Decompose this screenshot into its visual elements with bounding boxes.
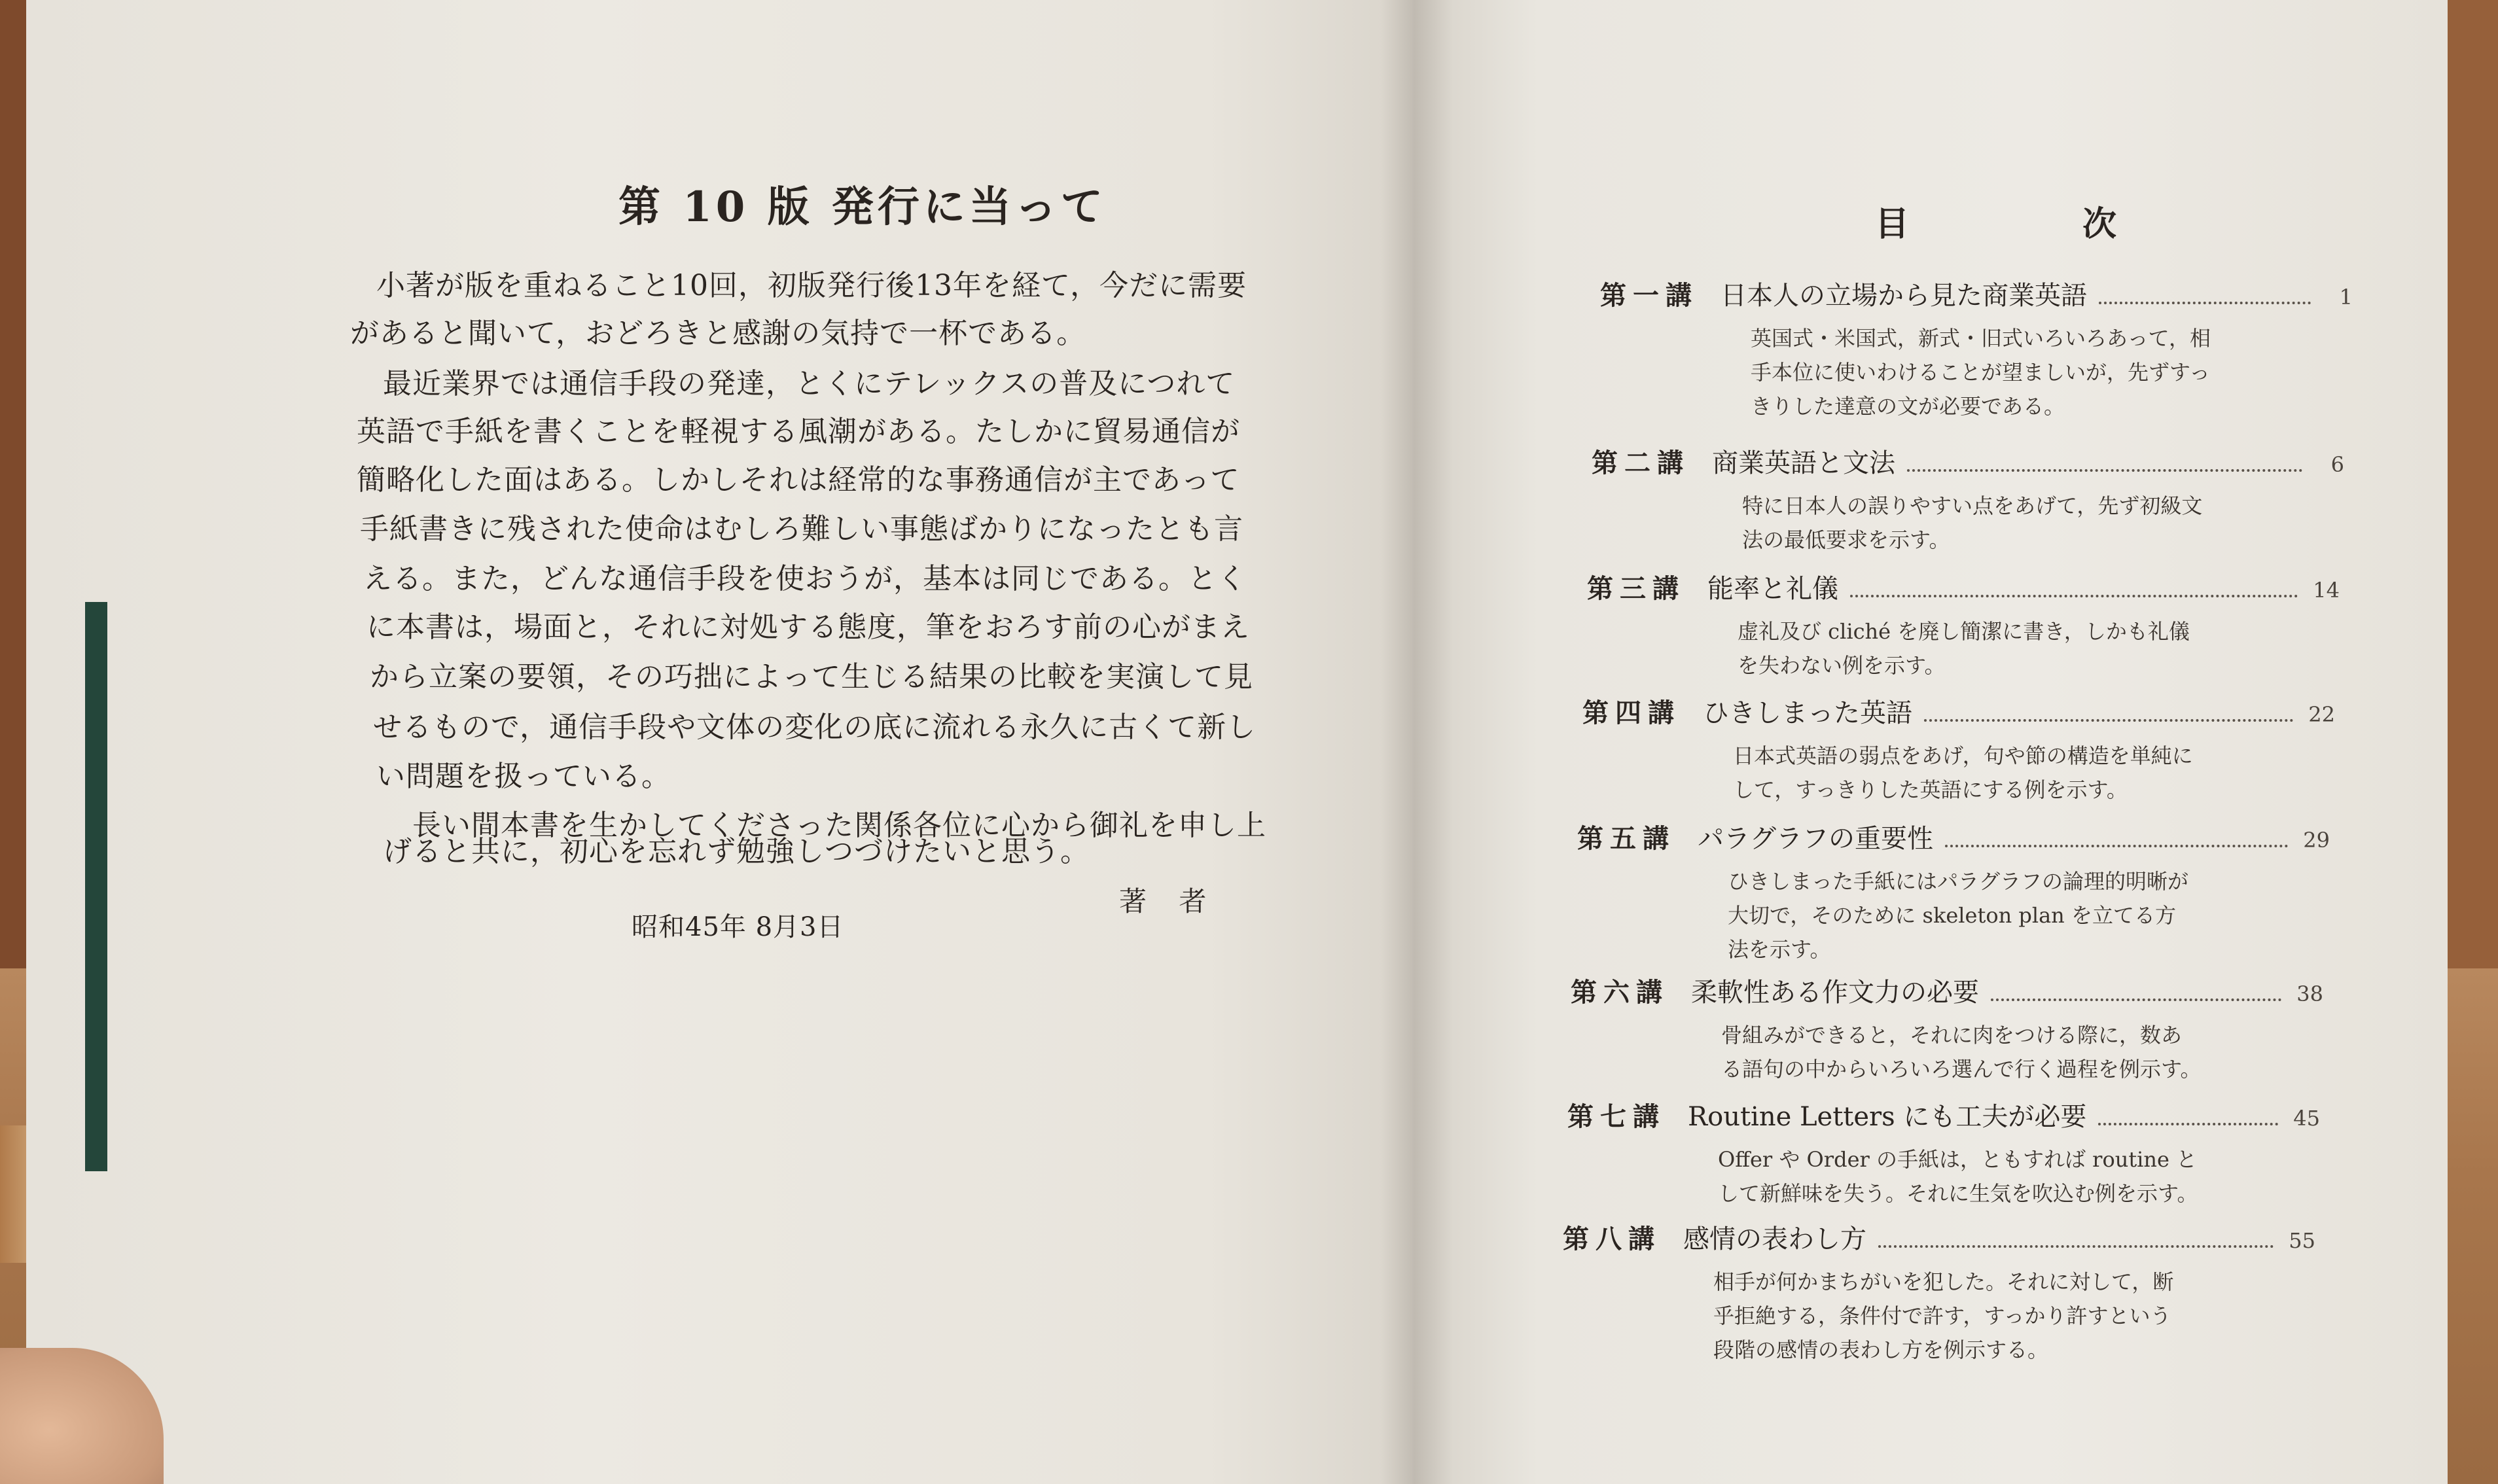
- toc-description-line: きりした達意の文が必要である。: [1751, 394, 2065, 419]
- toc-lecture-title: ひきしまった英語: [1703, 698, 1912, 728]
- toc-lecture-title: 感情の表わし方: [1683, 1224, 1866, 1254]
- toc-leader-dots: [1907, 468, 2302, 472]
- preface-date: 昭和45年 8月3日: [632, 912, 844, 942]
- toc-description-line: して，すっきりした英語にする例を示す。: [1733, 777, 2128, 802]
- preface-title: 第 10 版 発行に当って: [618, 183, 1107, 232]
- preface-line: 手紙書きに残された使命はむしろ難しい事態ばかりになったとも言: [360, 512, 1243, 546]
- toc-description: [1600, 321, 2353, 423]
- toc-description: [1577, 864, 2330, 966]
- toc-entry: [1600, 275, 2353, 423]
- preface-line: せるもので，通信手段や文体の変化の底に流れる永久に古くて新し: [373, 711, 1257, 744]
- preface-author: 著 者: [1119, 885, 1219, 917]
- toc-lecture-number: 第一講: [1600, 280, 1698, 311]
- toc-leader-dots: [1850, 594, 2298, 597]
- toc-description-line: 大切で，そのために skeleton plan を立てる方: [1728, 903, 2176, 928]
- toc-description: [1587, 614, 2340, 682]
- preface-line: い問題を扱っている。: [376, 760, 671, 793]
- toc-description: [1563, 1265, 2315, 1367]
- toc-description-line: 骨組みができると，それに肉をつける際に，数あ: [1721, 1023, 2183, 1048]
- preface-line: 小著が版を重ねること10回，初版発行後13年を経て，今だに需要: [376, 269, 1247, 302]
- preface-line: 英語で手紙を書くことを軽視する風潮がある。たしかに貿易通信が: [357, 415, 1240, 448]
- toc-description: [1567, 1142, 2320, 1210]
- preface-line: があると聞いて，おどろきと感謝の気持で一杯である。: [350, 317, 1086, 350]
- preface-line: 長い間本書を生かしてくださった関係各位に心から御礼を申し上: [412, 809, 1266, 842]
- toc-description-line: 日本式英語の弱点をあげ，句や節の構造を単純に: [1733, 743, 2193, 768]
- toc-lecture-number: 第三講: [1587, 573, 1685, 604]
- toc-leader-dots: [2099, 301, 2311, 304]
- toc-page-number: 1: [2339, 285, 2353, 309]
- toc-page-number: 55: [2289, 1228, 2315, 1253]
- cover-spine-strip: [85, 602, 107, 1171]
- toc-lecture-title: パラグラフの重要性: [1698, 824, 1933, 854]
- toc-entry: [1587, 568, 2340, 682]
- toc-description: [1592, 489, 2344, 557]
- toc-leader-dots: [1878, 1245, 2274, 1248]
- toc-lecture-title: 商業英語と文法: [1712, 448, 1895, 478]
- preface-line: 簡略化した面はある。しかしそれは経常的な事務通信が主であって: [357, 463, 1240, 497]
- toc-entry: [1592, 442, 2344, 557]
- toc-description-line: 法を示す。: [1728, 937, 1831, 962]
- toc-lecture-title: Routine Letters にも工夫が必要: [1688, 1102, 2087, 1132]
- toc-lecture-title: 能率と礼儀: [1707, 574, 1838, 604]
- toc-page-number: 6: [2330, 452, 2344, 477]
- toc-description-line: 英国式・米国式，新式・旧式いろいろあって，相: [1751, 326, 2211, 351]
- toc-title: [1875, 196, 2116, 245]
- toc-page-number: 14: [2313, 578, 2340, 603]
- toc-leader-dots: [1945, 844, 2288, 847]
- toc-entry: [1582, 692, 2335, 807]
- toc-description-line: Offer や Order の手紙は，ともすれば routine と: [1718, 1147, 2198, 1172]
- toc-leader-dots: [1991, 998, 2281, 1001]
- toc-description-line: を失わない例を示す。: [1738, 653, 1946, 678]
- toc-description-line: 特に日本人の誤りやすい点をあげて，先ず初級文: [1742, 493, 2203, 518]
- toc-entry: [1563, 1218, 2315, 1367]
- preface-line: から立案の要領，その巧拙によって生じる結果の比較を実演して見: [370, 660, 1253, 694]
- toc-entry: [1567, 1096, 2320, 1210]
- toc-description-line: 相手が何かまちがいを犯した。それに対して，断: [1713, 1269, 2174, 1294]
- toc-lecture-number: 第六講: [1571, 977, 1669, 1008]
- toc-description-line: 虚礼及び cliché を廃し簡潔に書き，しかも礼儀: [1738, 619, 2190, 644]
- toc-lecture-title: 日本人の立場から見た商業英語: [1721, 281, 2087, 311]
- toc-page-number: 38: [2296, 981, 2323, 1006]
- toc-description-line: 段階の感情の表わし方を例示する。: [1713, 1337, 2049, 1362]
- toc-description: [1571, 1018, 2323, 1086]
- toc-lecture-number: 第五講: [1577, 823, 1675, 854]
- toc-lecture-number: 第二講: [1592, 448, 1690, 478]
- toc-leader-dots: [1924, 718, 2293, 722]
- toc-title-char: 目: [1875, 204, 1910, 244]
- right-page: [1414, 0, 2448, 1484]
- toc-entry: [1571, 972, 2323, 1086]
- toc-lecture-number: 第四講: [1582, 698, 1681, 728]
- toc-description-line: 法の最低要求を示す。: [1742, 527, 1950, 552]
- toc-description-line: して新鮮味を失う。それに生気を吹込む例を示す。: [1718, 1181, 2198, 1206]
- toc-page-number: 22: [2308, 702, 2335, 727]
- preface-line: げると共に，初心を忘れず勉強しつづけたいと思う。: [383, 835, 1090, 868]
- toc-lecture-number: 第七講: [1567, 1101, 1666, 1132]
- preface-line: に本書は，場面と，それに対処する態度，筆をおろす前の心がまえ: [366, 610, 1250, 644]
- toc-title-char: 次: [2082, 204, 2117, 244]
- left-page: [26, 0, 1416, 1484]
- toc-description-line: 手本位に使いわけることが望ましいが，先ずすっ: [1751, 360, 2211, 385]
- preface-line: 最近業界では通信手段の発達，とくにテレックスの普及につれて: [383, 367, 1236, 400]
- toc-lecture-title: 柔軟性ある作文力の必要: [1691, 978, 1979, 1008]
- toc-description-line: ひきしまった手紙にはパラグラフの論理的明晰が: [1728, 869, 2189, 894]
- toc-page-number: 29: [2303, 828, 2330, 853]
- toc-entry: [1577, 818, 2330, 966]
- toc-page-number: 45: [2293, 1106, 2320, 1131]
- toc-description: [1582, 739, 2335, 807]
- preface-line: える。また，どんな通信手段を使おうが，基本は同じである。とく: [363, 562, 1247, 595]
- toc-leader-dots: [2098, 1122, 2278, 1125]
- toc-description-line: る語句の中からいろいろ選んで行く過程を例示す。: [1721, 1057, 2202, 1082]
- toc-description-line: 乎拒絶する，条件付で許す，すっかり許すという: [1713, 1303, 2171, 1328]
- book-gutter: [1381, 0, 1453, 1484]
- toc-lecture-number: 第八講: [1563, 1224, 1661, 1254]
